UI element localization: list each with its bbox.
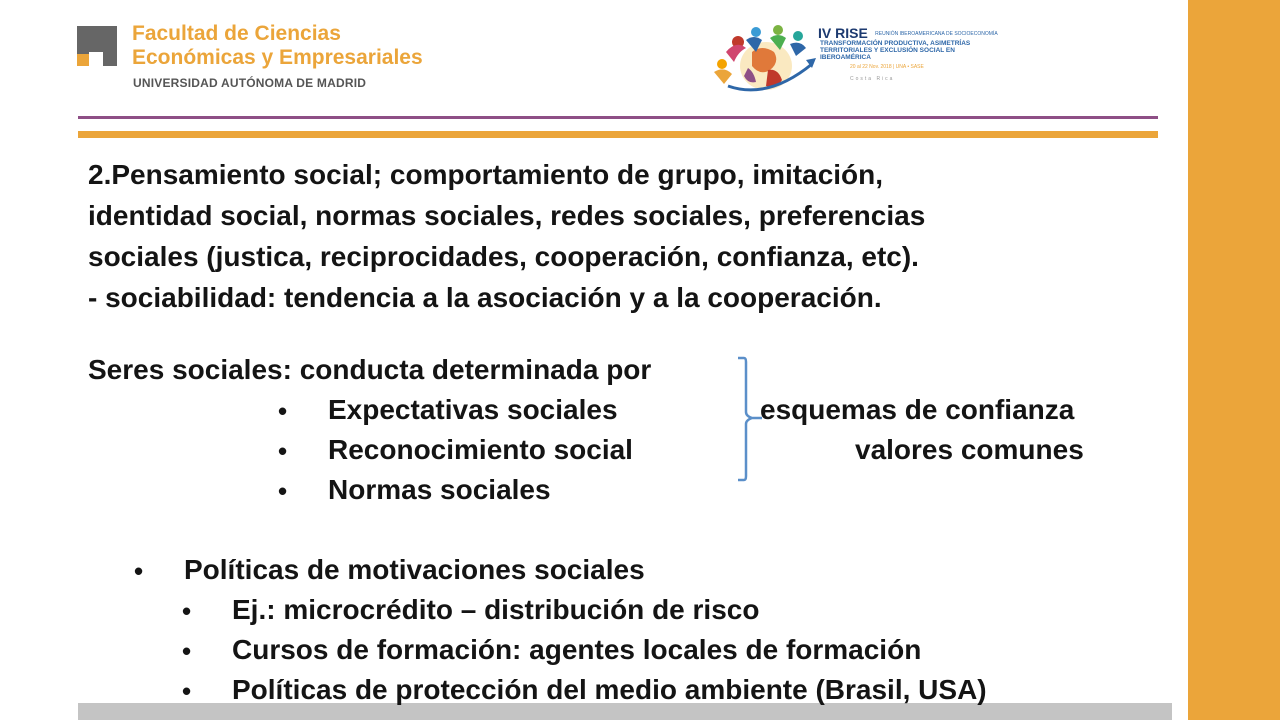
policy-item: Políticas de protección del medio ambiente (Brasil, USA) (232, 674, 987, 705)
faculty-logo-icon (77, 26, 117, 66)
right-accent-bar (1188, 0, 1280, 720)
paragraph-line: identidad social, normas sociales, redes sociales, preferencias (88, 200, 926, 231)
university-name: UNIVERSIDAD AUTÓNOMA DE MADRID (133, 76, 367, 90)
policy-item: Ej.: microcrédito – distribución de risco (232, 594, 760, 625)
event-tagline: REUNIÓN IBEROAMERICANA DE SOCIOECONOMÍA (875, 31, 998, 38)
determinant-item: Expectativas sociales (328, 394, 618, 425)
event-date: 20 al 22 Nov. 2018 | UNA • SASE (850, 64, 924, 70)
bullet-icon: • (182, 676, 192, 706)
faculty-name-line2: Económicas y Empresariales (132, 46, 423, 69)
policy-item: Cursos de formación: agentes locales de formación (232, 634, 922, 665)
faculty-name (132, 22, 423, 70)
event-title (818, 25, 998, 41)
event-place: Costa Rica (850, 76, 895, 82)
bullet-icon: • (182, 636, 192, 666)
bullet-icon: • (182, 596, 192, 626)
seres-heading: Seres sociales: conducta determinada por (88, 354, 652, 385)
header-divider-orange (78, 131, 1158, 138)
bullet-icon: • (278, 436, 288, 466)
policies-heading: Políticas de motivaciones sociales (184, 554, 645, 585)
determinant-item: Normas sociales (328, 474, 551, 505)
intro-paragraph (88, 154, 1088, 318)
brace-label-values: valores comunes (855, 434, 1084, 465)
paragraph-line: sociales (justica, reciprocidades, cooperación, confianza, etc). (88, 241, 919, 272)
determinant-item: Reconocimiento social (328, 434, 633, 465)
bullet-icon: • (278, 476, 288, 506)
rise-globe-logo-icon (708, 22, 820, 98)
header-divider-purple (78, 116, 1158, 119)
brace-label-trust: esquemas de confianza (760, 394, 1075, 425)
paragraph-line: - sociabilidad: tendencia a la asociación y a la cooperación. (88, 282, 882, 313)
bullet-icon: • (278, 396, 288, 426)
paragraph-line: 2.Pensamiento social; comportamiento de grupo, imitación, (88, 159, 884, 190)
event-subtitle: TRANSFORMACIÓN PRODUCTIVA, ASIMETRÍAS TERRITORIALES Y EXCLUSIÓN SOCIAL EN IBEROAMÉRICA (820, 40, 971, 61)
event-title-text: IV RISE (818, 25, 868, 41)
faculty-name-line1: Facultad de Ciencias (132, 22, 341, 45)
bullet-icon: • (134, 556, 144, 586)
